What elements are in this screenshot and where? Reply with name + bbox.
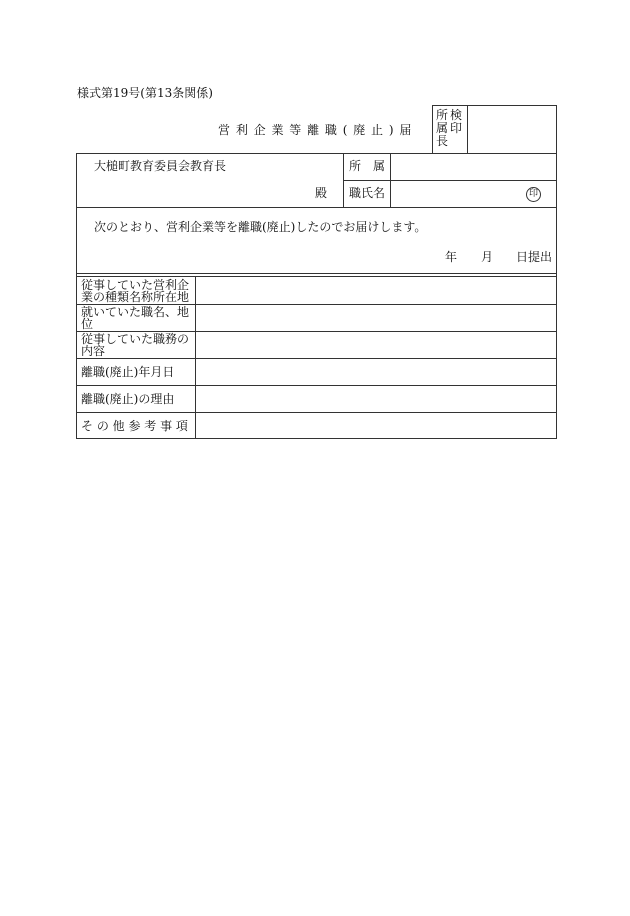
statement-text: 次のとおり、営利企業等を離職(廃止)したのでお届けします。 — [94, 220, 427, 234]
details-table — [76, 276, 557, 439]
inspection-seal-field[interactable] — [468, 106, 556, 153]
table-row — [77, 277, 556, 305]
row-label: 就いていた職名、地 — [81, 305, 190, 319]
row-label: 位 — [81, 317, 94, 331]
row-label: 離職(廃止)の理由 — [81, 392, 175, 406]
row-label: 従事していた営利企 — [81, 278, 190, 292]
date-year-label: 年 — [445, 250, 458, 264]
table-row — [77, 331, 556, 359]
seal-mark: 印 — [526, 187, 541, 202]
row-label: 内容 — [81, 344, 106, 358]
form-number: 様式第19号(第13条関係) — [77, 86, 213, 100]
resignation-date-field[interactable] — [196, 358, 556, 384]
application-box — [76, 153, 557, 277]
date-month-label: 月 — [481, 250, 494, 264]
seal-label: 検印 — [450, 108, 463, 135]
company-info-field[interactable] — [196, 277, 556, 303]
form-title: 営 利 企 業 等 離 職 ( 廃 止 ) 届 — [218, 123, 413, 137]
inspection-seal-box — [432, 105, 557, 154]
addressee-honorific: 殿 — [315, 186, 328, 200]
table-row — [77, 385, 556, 413]
row-label: 業の種類名称所在地 — [81, 290, 190, 304]
resignation-reason-field[interactable] — [196, 385, 556, 411]
date-day-submitted-label: 日提出 — [516, 250, 553, 264]
other-notes-field[interactable] — [196, 412, 556, 438]
row-label: 離職(廃止)年月日 — [81, 365, 175, 379]
row-label: 従事していた職務の — [81, 332, 190, 346]
row-label: そ の 他 参 考 事 項 — [81, 419, 188, 433]
table-row — [77, 304, 556, 332]
duties-field[interactable] — [196, 331, 556, 357]
table-row — [77, 358, 556, 386]
table-row — [77, 412, 556, 438]
affiliation-field[interactable] — [391, 154, 556, 180]
position-field[interactable] — [196, 304, 556, 330]
name-label: 職氏名 — [349, 186, 386, 200]
affiliation-head-label: 所属長 — [436, 108, 449, 148]
addressee-name: 大槌町教育委員会教育長 — [94, 159, 227, 173]
affiliation-label: 所 属 — [349, 159, 386, 173]
